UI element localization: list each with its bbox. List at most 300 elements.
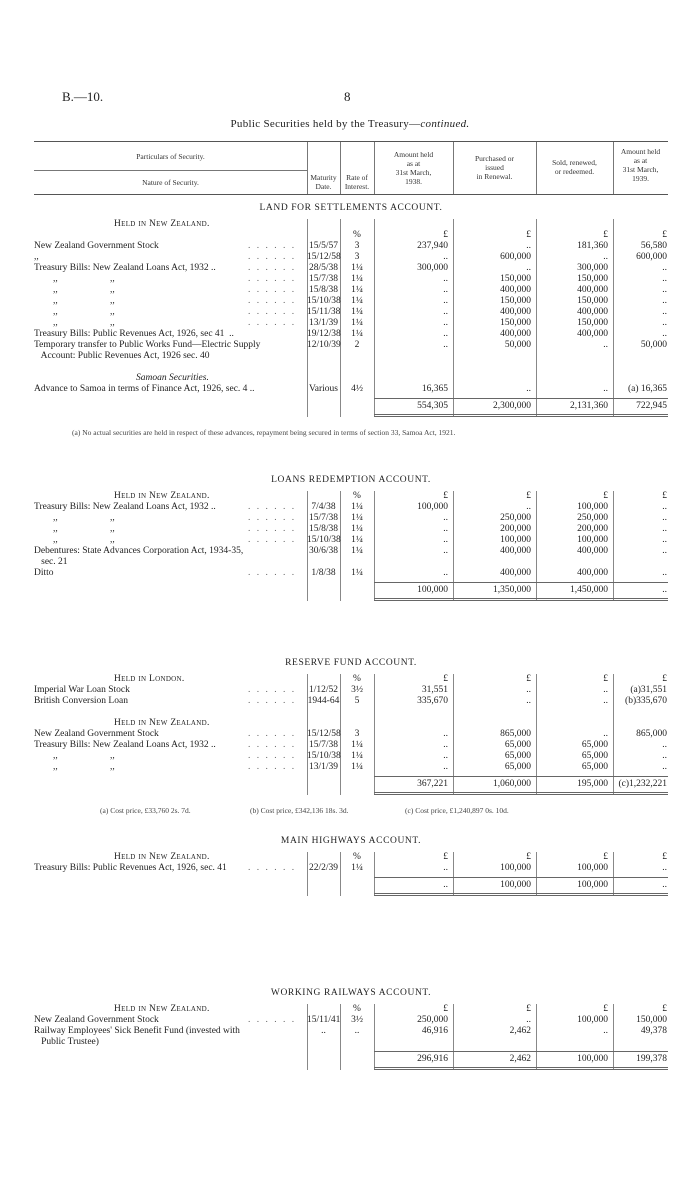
table-row (34, 852, 668, 863)
header-sold: Sold, renewed, or redeemed. (552, 158, 597, 176)
amount-sold: £ (603, 674, 608, 684)
amount-held-1938: .. (443, 274, 448, 284)
amount-held-1938: .. (443, 513, 448, 523)
amount-sold: .. (603, 696, 608, 706)
header-purchased: Purchased or issued in Renewal. (475, 154, 514, 181)
security-name: Railway Employees' Sick Benefit Fund (invested with (34, 1026, 240, 1036)
amount-held-1939: .. (662, 263, 667, 273)
table-row (34, 307, 668, 318)
table-row (34, 751, 668, 762)
maturity-date: 15/10/38 (307, 535, 341, 545)
maturity-date: 19/12/38 (307, 329, 341, 339)
amount-sold: 100,000 (577, 863, 608, 873)
amount-sold: 250,000 (577, 513, 608, 523)
total-double-rule (374, 600, 668, 601)
security-name: New Zealand Government Stock (34, 729, 159, 739)
dot-leader: . . . . . . (248, 513, 297, 523)
title-continued: continued. (420, 118, 470, 130)
table-row (34, 535, 668, 546)
amount-held-1939: .. (662, 568, 667, 578)
interest-rate: .. (354, 1026, 360, 1036)
dot-leader: . . . . . . (248, 307, 297, 317)
security-name: ,, ,, (34, 751, 115, 761)
amount-sold: 100,000 (577, 502, 608, 512)
total-rule (374, 1051, 668, 1052)
amount-purchased: 50,000 (504, 340, 531, 350)
interest-rate: 3½ (351, 1015, 363, 1025)
total-v4: 199,378 (636, 1054, 667, 1064)
table-row (34, 1026, 668, 1037)
amount-sold: £ (603, 1004, 608, 1014)
total-v1: .. (443, 880, 448, 890)
amount-held-1938: £ (443, 491, 448, 501)
total-double-rule (374, 792, 668, 793)
amount-purchased: 100,000 (500, 535, 531, 545)
maturity-date: Various (308, 384, 339, 394)
dot-leader: . . . . . . (248, 863, 297, 873)
amount-sold: 65,000 (581, 762, 608, 772)
section-title: MAIN HIGHWAYS ACCOUNT. (280, 836, 422, 846)
security-name: ,, ,, (34, 535, 115, 545)
table-row (34, 373, 668, 384)
amount-held-1938: .. (443, 340, 448, 350)
amount-purchased: .. (526, 1015, 531, 1025)
total-double-rule (374, 1069, 668, 1070)
table-row (34, 718, 668, 729)
total-v4: 722,945 (636, 401, 667, 411)
document-reference: B.—10. (62, 89, 104, 104)
security-name: ,, ,, (34, 524, 115, 534)
amount-held-1938: .. (443, 751, 448, 761)
amount-held-1938: 237,940 (417, 241, 448, 251)
security-name: Temporary transfer to Public Works Fund—Electric Supply (34, 340, 261, 350)
dot-leader: . . . . . . (248, 263, 297, 273)
table-row (34, 318, 668, 329)
interest-rate: 1¼ (351, 751, 363, 761)
maturity-date: 7/4/38 (311, 502, 336, 512)
total-row (34, 779, 668, 790)
maturity-date: 15/7/38 (308, 513, 339, 523)
amount-purchased: .. (526, 384, 531, 394)
maturity-date: 13/1/39 (308, 762, 339, 772)
total-v1: 296,916 (417, 1054, 448, 1064)
maturity-date: 1944-64 (307, 696, 340, 706)
amount-held-1939: £ (662, 230, 667, 240)
amount-held-1939: 150,000 (636, 1015, 667, 1025)
interest-rate: 3½ (351, 685, 363, 695)
interest-rate: 1¼ (351, 296, 363, 306)
total-v1: 554,305 (417, 401, 448, 411)
security-name: Treasury Bills: Public Revenues Act, 1926, sec 41 .. (34, 329, 234, 339)
account-section (34, 203, 668, 437)
total-v4: (c)1,232,221 (618, 779, 667, 789)
security-name: Held in New Zealand. (114, 1004, 210, 1014)
total-rule (374, 877, 668, 878)
amount-sold: 400,000 (577, 307, 608, 317)
amount-held-1939: £ (662, 852, 667, 862)
security-name: Account: Public Revenues Act, 1926 sec. 40 (34, 351, 210, 361)
amount-held-1939: 50,000 (640, 340, 667, 350)
security-name: Advance to Samoa in terms of Finance Act, 1926, sec. 4 .. (34, 384, 255, 394)
total-v2: 2,462 (509, 1054, 531, 1064)
interest-rate: 5 (354, 696, 360, 706)
section-title: LAND FOR SETTLEMENTS ACCOUNT. (259, 203, 443, 213)
total-v2: 1,350,000 (493, 585, 531, 595)
dot-leader: . . . . . . (248, 568, 297, 578)
amount-held-1938: 100,000 (417, 502, 448, 512)
table-row (34, 219, 668, 230)
amount-held-1939: (a)31,551 (630, 685, 667, 695)
amount-purchased: 400,000 (500, 329, 531, 339)
interest-rate: 1¼ (351, 274, 363, 284)
page-title (0, 118, 700, 130)
amount-purchased: 150,000 (500, 274, 531, 284)
total-double-rule (374, 416, 668, 417)
amount-sold: 150,000 (577, 296, 608, 306)
security-name: Treasury Bills: New Zealand Loans Act, 1932 .. (34, 502, 216, 512)
amount-purchased: 150,000 (500, 296, 531, 306)
amount-held-1939: .. (662, 524, 667, 534)
amount-sold: £ (603, 491, 608, 501)
amount-held-1939: (a) 16,365 (627, 384, 667, 394)
interest-rate: 1¼ (351, 535, 363, 545)
amount-sold: 100,000 (577, 535, 608, 545)
interest-rate: 1¼ (351, 568, 363, 578)
footnote: (a) Cost price, £33,760 2s. 7d. (100, 806, 191, 815)
table-row (34, 1004, 668, 1015)
maturity-date: 1/12/52 (308, 685, 339, 695)
amount-purchased: £ (526, 230, 531, 240)
security-name: ,, ,, (34, 285, 115, 295)
interest-rate: % (353, 491, 361, 501)
amount-purchased: 400,000 (500, 285, 531, 295)
amount-held-1939: .. (662, 863, 667, 873)
security-name: Ditto (34, 568, 54, 578)
amount-held-1939: .. (662, 762, 667, 772)
amount-held-1938: .. (443, 762, 448, 772)
amount-sold: 200,000 (577, 524, 608, 534)
table-row (34, 740, 668, 751)
total-double-rule (374, 895, 668, 896)
dot-leader: . . . . . . (248, 502, 297, 512)
amount-held-1938: .. (443, 329, 448, 339)
maturity-date: 13/1/39 (308, 318, 339, 328)
security-name: Public Trustee) (34, 1037, 99, 1047)
amount-purchased: £ (526, 491, 531, 501)
amount-held-1939: .. (662, 307, 667, 317)
amount-purchased: .. (526, 502, 531, 512)
amount-held-1939: .. (662, 285, 667, 295)
total-double-rule (374, 414, 668, 415)
amount-purchased: 400,000 (500, 307, 531, 317)
table-row (34, 674, 668, 685)
section-title: LOANS REDEMPTION ACCOUNT. (271, 475, 431, 485)
maturity-date: 15/11/41 (307, 1015, 341, 1025)
account-section (34, 475, 668, 615)
table-row (34, 384, 668, 395)
interest-rate: 2 (354, 340, 360, 350)
header-nature: Nature of Security. (142, 178, 199, 187)
amount-held-1938: .. (443, 535, 448, 545)
amount-held-1938: £ (443, 852, 448, 862)
amount-sold: .. (603, 340, 608, 350)
amount-held-1938: 16,365 (421, 384, 448, 394)
total-row (34, 1054, 668, 1065)
maturity-date: 30/6/38 (308, 546, 339, 556)
amount-purchased: 65,000 (504, 740, 531, 750)
total-row (34, 880, 668, 891)
amount-held-1939: .. (662, 318, 667, 328)
footnote: (c) Cost price, £1,240,897 0s. 10d. (405, 806, 509, 815)
maturity-date: 15/11/38 (307, 307, 341, 317)
amount-held-1938: .. (443, 729, 448, 739)
amount-held-1938: £ (443, 674, 448, 684)
table-row (34, 1015, 668, 1026)
amount-sold: .. (603, 1026, 608, 1036)
security-name: British Conversion Loan (34, 696, 128, 706)
amount-purchased: .. (526, 696, 531, 706)
dot-leader: . . . . . . (248, 740, 297, 750)
interest-rate: 1¼ (351, 285, 363, 295)
amount-sold: 400,000 (577, 568, 608, 578)
amount-purchased: .. (526, 241, 531, 251)
header-held-1939: Amount held as at 31st March, 1939. (620, 147, 661, 183)
dot-leader: . . . . . . (248, 296, 297, 306)
amount-purchased: 400,000 (500, 568, 531, 578)
total-v3: 100,000 (577, 1054, 608, 1064)
amount-held-1938: .. (443, 252, 448, 262)
amount-held-1939: .. (662, 546, 667, 556)
header-rate: Rate of Interest. (344, 173, 370, 191)
security-name: Treasury Bills: New Zealand Loans Act, 1932 .. (34, 740, 216, 750)
amount-held-1938: .. (443, 307, 448, 317)
amount-held-1938: .. (443, 524, 448, 534)
interest-rate: 1¼ (351, 318, 363, 328)
interest-rate: 1¼ (351, 307, 363, 317)
maturity-date: 1/8/38 (311, 568, 336, 578)
table-row (34, 274, 668, 285)
amount-purchased: 400,000 (500, 546, 531, 556)
amount-held-1939: 865,000 (636, 729, 667, 739)
total-v3: 1,450,000 (570, 585, 608, 595)
amount-sold: £ (603, 230, 608, 240)
interest-rate: % (353, 852, 361, 862)
total-row (34, 585, 668, 596)
amount-sold: 400,000 (577, 329, 608, 339)
amount-held-1939: .. (662, 274, 667, 284)
table-row (34, 329, 668, 340)
security-name: New Zealand Government Stock (34, 241, 159, 251)
amount-sold: 100,000 (577, 1015, 608, 1025)
section-title: WORKING RAILWAYS ACCOUNT. (270, 988, 432, 998)
header-maturity: Maturity Date. (310, 173, 337, 191)
amount-purchased: 200,000 (500, 524, 531, 534)
dot-leader: . . . . . . (248, 696, 297, 706)
dot-leader: . . . . . . (248, 285, 297, 295)
security-name: sec. 21 (34, 557, 68, 567)
account-section (34, 836, 668, 910)
maturity-date: 15/5/57 (308, 241, 339, 251)
amount-purchased: 100,000 (500, 863, 531, 873)
table-row (34, 707, 668, 718)
amount-purchased: 65,000 (504, 762, 531, 772)
table-row (34, 285, 668, 296)
amount-held-1939: .. (662, 502, 667, 512)
total-rule (374, 776, 668, 777)
maturity-date: 15/12/58 (307, 252, 341, 262)
table-row (34, 502, 668, 513)
security-name: Treasury Bills: Public Revenues Act, 1926, sec. 41 (34, 863, 227, 873)
amount-held-1939: .. (662, 740, 667, 750)
dot-leader: . . . . . . (248, 252, 297, 262)
security-name: Held in London. (114, 674, 185, 684)
amount-held-1939: .. (662, 513, 667, 523)
page-number: 8 (344, 89, 351, 104)
dot-leader: . . . . . . (248, 241, 297, 251)
interest-rate: 1¼ (351, 513, 363, 523)
interest-rate: % (353, 230, 361, 240)
maturity-date: 15/7/38 (308, 274, 339, 284)
amount-sold: 400,000 (577, 546, 608, 556)
amount-purchased: 865,000 (500, 729, 531, 739)
section-title: RESERVE FUND ACCOUNT. (285, 658, 417, 668)
header-held-1938: Amount held as at 31st March, 1938. (393, 150, 434, 186)
header-subdivider (34, 170, 307, 171)
total-v4: .. (662, 880, 667, 890)
table-row (34, 362, 668, 373)
table-row (34, 696, 668, 707)
title-main: Public Securities held by the Treasury— (230, 118, 421, 130)
amount-purchased: £ (526, 1004, 531, 1014)
security-name: Held in New Zealand. (114, 718, 210, 728)
amount-held-1939: 56,580 (640, 241, 667, 251)
table-row (34, 513, 668, 524)
amount-purchased: £ (526, 674, 531, 684)
security-name: Samoan Securities. (136, 373, 209, 383)
table-row (34, 263, 668, 274)
amount-held-1939: £ (662, 491, 667, 501)
security-name: ,, (34, 252, 39, 262)
amount-held-1939: 600,000 (636, 252, 667, 262)
table-row (34, 863, 668, 874)
amount-held-1938: .. (443, 546, 448, 556)
maturity-date: .. (321, 1026, 326, 1036)
table-row (34, 340, 668, 351)
amount-held-1938: 335,670 (417, 696, 448, 706)
amount-held-1939: 49,378 (640, 1026, 667, 1036)
amount-sold: .. (603, 252, 608, 262)
amount-held-1939: .. (662, 329, 667, 339)
dot-leader: . . . . . . (248, 762, 297, 772)
total-double-rule (374, 893, 668, 894)
amount-held-1938: .. (443, 863, 448, 873)
amount-purchased: 65,000 (504, 751, 531, 761)
amount-purchased: 250,000 (500, 513, 531, 523)
table-row (34, 241, 668, 252)
table-header (34, 141, 668, 195)
dot-leader: . . . . . . (248, 318, 297, 328)
interest-rate: 1¼ (351, 740, 363, 750)
table-row (34, 685, 668, 696)
total-v1: 100,000 (417, 585, 448, 595)
interest-rate: % (353, 1004, 361, 1014)
table-row (34, 351, 668, 362)
table-row (34, 546, 668, 557)
amount-held-1939: £ (662, 674, 667, 684)
account-section (34, 658, 668, 815)
amount-purchased: 150,000 (500, 318, 531, 328)
amount-purchased: .. (526, 263, 531, 273)
amount-held-1938: 46,916 (421, 1026, 448, 1036)
amount-sold: 150,000 (577, 318, 608, 328)
interest-rate: 3 (354, 241, 360, 251)
amount-held-1938: £ (443, 1004, 448, 1014)
amount-purchased: 600,000 (500, 252, 531, 262)
dot-leader: . . . . . . (248, 729, 297, 739)
amount-sold: 400,000 (577, 285, 608, 295)
amount-held-1939: .. (662, 751, 667, 761)
amount-purchased: .. (526, 685, 531, 695)
table-row (34, 230, 668, 241)
security-name: Imperial War Loan Stock (34, 685, 130, 695)
maturity-date: 15/10/38 (307, 296, 341, 306)
total-double-rule (374, 598, 668, 599)
security-name: Held in New Zealand. (114, 491, 210, 501)
total-row (34, 401, 668, 412)
maturity-date: 12/10/39 (307, 340, 341, 350)
amount-held-1938: .. (443, 568, 448, 578)
security-name: ,, ,, (34, 513, 115, 523)
total-v1: 367,221 (417, 779, 448, 789)
total-v2: 1,060,000 (493, 779, 531, 789)
table-row (34, 524, 668, 535)
interest-rate: 1¼ (351, 502, 363, 512)
security-name: Debentures: State Advances Corporation Act, 1934-35, (34, 546, 244, 556)
security-name: ,, ,, (34, 274, 115, 284)
maturity-date: 28/5/38 (308, 263, 339, 273)
dot-leader: . . . . . . (248, 751, 297, 761)
table-row (34, 296, 668, 307)
security-name: Treasury Bills: New Zealand Loans Act, 1932 .. (34, 263, 216, 273)
amount-held-1938: £ (443, 230, 448, 240)
security-name: Held in New Zealand. (114, 219, 210, 229)
total-double-rule (374, 794, 668, 795)
security-name: ,, ,, (34, 762, 115, 772)
maturity-date: 15/8/38 (308, 524, 339, 534)
security-name: New Zealand Government Stock (34, 1015, 159, 1025)
amount-sold: £ (603, 852, 608, 862)
amount-sold: 181,360 (577, 241, 608, 251)
amount-sold: 65,000 (581, 751, 608, 761)
amount-held-1938: .. (443, 285, 448, 295)
dot-leader: . . . . . . (248, 685, 297, 695)
dot-leader: . . . . . . (248, 535, 297, 545)
security-name: ,, ,, (34, 318, 115, 328)
header-particulars: Particulars of Security. (136, 152, 205, 161)
total-v2: 2,300,000 (493, 401, 531, 411)
amount-held-1938: .. (443, 740, 448, 750)
amount-sold: 300,000 (577, 263, 608, 273)
footnote: (b) Cost price, £342,136 18s. 3d. (250, 806, 349, 815)
amount-sold: 150,000 (577, 274, 608, 284)
table-row (34, 729, 668, 740)
total-v2: 100,000 (500, 880, 531, 890)
maturity-date: 15/12/58 (307, 729, 341, 739)
maturity-date: 22/2/39 (308, 863, 339, 873)
security-name: Held in New Zealand. (114, 852, 210, 862)
interest-rate: 1¼ (351, 524, 363, 534)
amount-held-1939: £ (662, 1004, 667, 1014)
